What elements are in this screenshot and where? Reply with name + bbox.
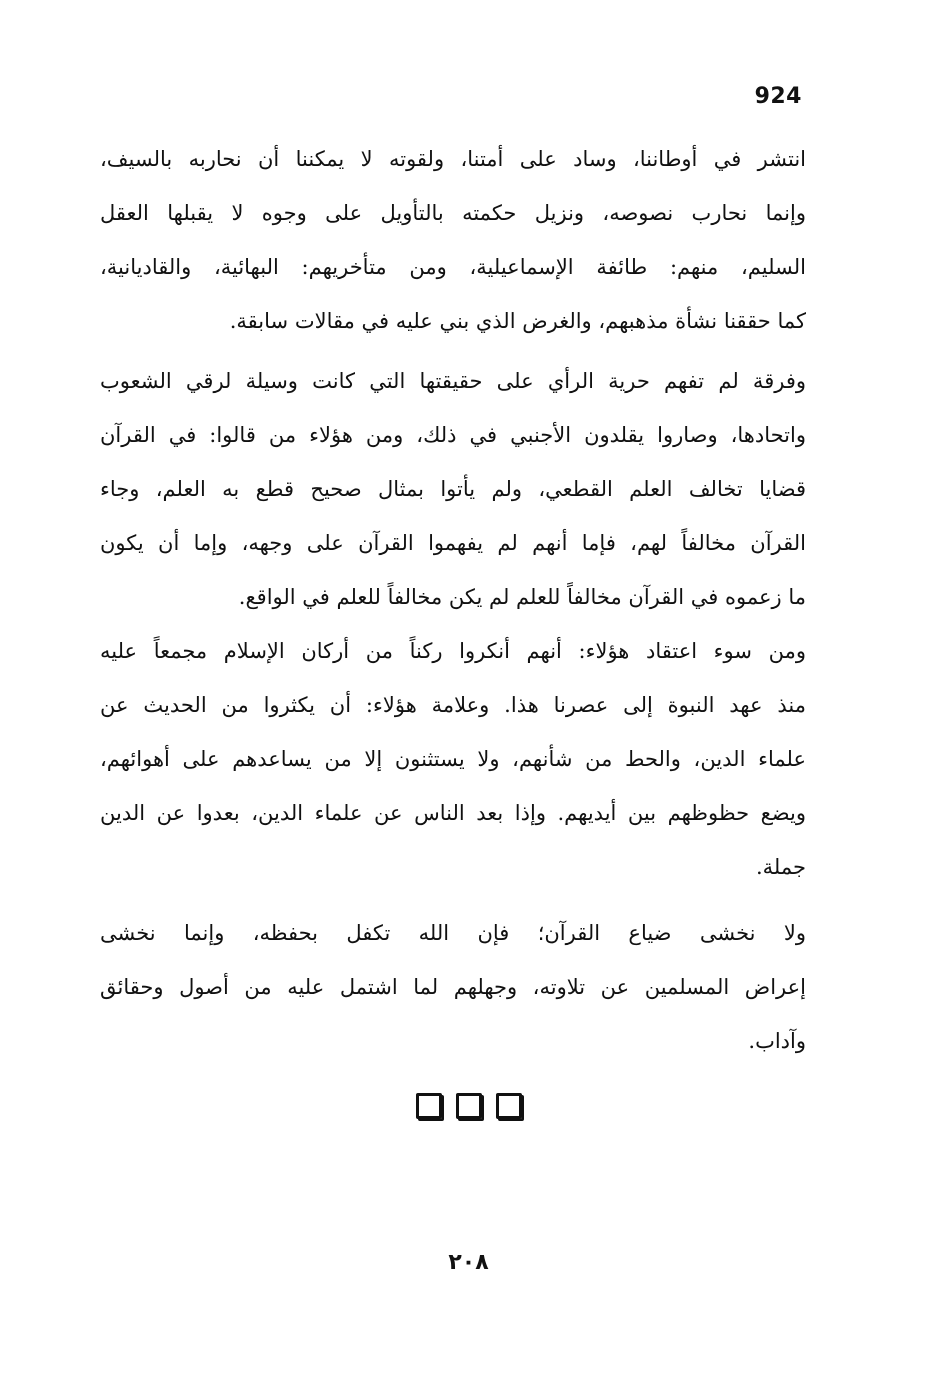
text-line: وإنما نحارب نصوصه، ونزيل حكمته بالتأويل على وجوه لا يقبلها العقل — [100, 201, 806, 225]
paragraph — [100, 906, 806, 1068]
square-ornament-icon — [456, 1093, 482, 1119]
text-line: منذ عهد النبوة إلى عصرنا هذا. وعلامة هؤلاء: أن يكثروا من الحديث عن — [100, 693, 806, 717]
square-ornament-icon — [416, 1093, 442, 1119]
text-line: جملة. — [755, 855, 806, 879]
text-line: وآداب. — [748, 1029, 806, 1053]
square-ornament-icon — [496, 1093, 522, 1119]
paragraph — [100, 354, 806, 624]
body-text — [100, 132, 806, 1068]
paragraph — [100, 624, 806, 894]
paragraph — [100, 132, 806, 348]
text-line: قضايا تخالف العلم القطعي، ولم يأتوا بمثال صحيح قطع به العلم، وجاء — [100, 477, 806, 501]
text-line: واتحادها، وصاروا يقلدون الأجنبي في ذلك، ومن هؤلاء من قالوا: في القرآن — [100, 423, 806, 447]
text-line: ولا نخشى ضياع القرآن؛ فإن الله تكفل بحفظه، وإنما نخشى — [100, 921, 806, 945]
text-line: كما حققنا نشأة مذهبهم، والغرض الذي بني عليه في مقالات سابقة. — [229, 309, 806, 333]
text-line: علماء الدين، والحط من شأنهم، ولا يستثنون إلا من يساعدهم على أهوائهم، — [100, 747, 806, 771]
page-number-top: 924 — [754, 84, 802, 109]
section-end-ornament — [0, 1093, 937, 1119]
text-line: السليم، منهم: طائفة الإسماعيلية، ومن متأخريهم: البهائية، والقاديانية، — [100, 255, 806, 279]
text-line: ومن سوء اعتقاد هؤلاء: أنهم أنكروا ركناً من أركان الإسلام مجمعاً عليه — [100, 639, 806, 663]
text-line: إعراض المسلمين عن تلاوته، وجهلهم لما اشتمل عليه من أصول وحقائق — [100, 975, 806, 999]
text-line: وفرقة لم تفهم حرية الرأي على حقيقتها التي كانت وسيلة لرقي الشعوب — [100, 369, 806, 393]
page-number-bottom: ٢٠٨ — [448, 1250, 489, 1275]
text-line: القرآن مخالفاً لهم، فإما أنهم لم يفهموا القرآن على وجهه، وإما أن يكون — [100, 531, 806, 555]
text-line: ما زعموه في القرآن مخالفاً للعلم لم يكن مخالفاً للعلم في الواقع. — [238, 585, 806, 609]
text-line: انتشر في أوطاننا، وساد على أمتنا، ولقوته لا يمكننا أن نحاربه بالسيف، — [100, 147, 806, 171]
text-line: ويضع حظوظهم بين أيديهم. وإذا بعد الناس عن علماء الدين، بعدوا عن الدين — [100, 801, 806, 825]
